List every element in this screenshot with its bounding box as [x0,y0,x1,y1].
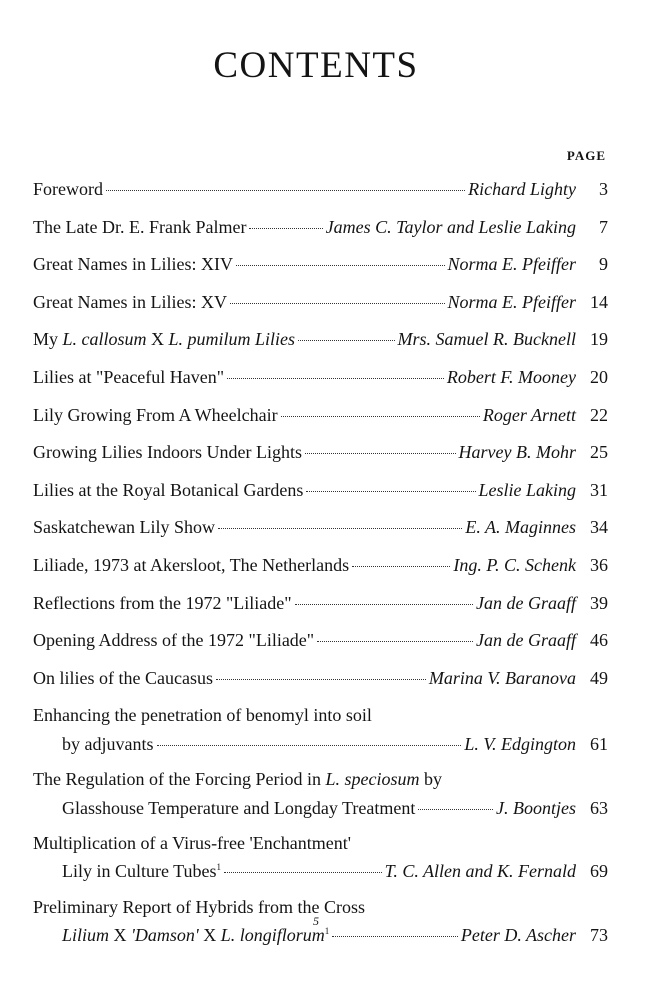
dot-leader [216,679,426,680]
entry-page: 36 [590,554,608,575]
dot-leader [157,745,462,746]
entry-title: Opening Address of the 1972 "Liliade" [33,630,315,651]
dot-leader [352,566,450,567]
entry-author: Roger Arnett [482,404,576,425]
entry-title: The Regulation of the Forcing Period in L. speciosum by [33,769,442,790]
entry-title: Lilies at the Royal Botanical Gardens [33,479,304,500]
page-column-label: PAGE [566,148,606,163]
dot-leader [218,528,462,529]
page-number: 5 [313,914,319,928]
entry-title: Preliminary Report of Hybrids from the Cross [33,896,365,917]
entry-author: Jan de Graaff [476,630,576,651]
toc-entry[interactable] [33,765,608,822]
dot-leader [106,190,465,191]
toc-entry[interactable] [33,438,608,466]
entry-title: Liliade, 1973 at Akersloot, The Netherlands [33,554,350,575]
entry-author: Peter D. Ascher [460,925,576,946]
entry-title-continued: Glasshouse Temperature and Longday Treatment [62,797,416,818]
dot-leader [224,872,382,873]
entry-title: My L. callosum X L. pumilum Lilies [33,329,296,350]
dot-leader [317,641,473,642]
entry-title: Saskatchewan Lily Show [33,517,215,538]
entry-author: Harvey B. Mohr [458,442,576,463]
entry-author: T. C. Allen and K. Fernald [384,861,576,882]
entry-page: 46 [590,630,608,651]
toc-entry[interactable] [33,589,608,617]
entry-author: Robert F. Mooney [446,366,576,387]
footnote-marker: 1 [324,926,330,937]
toc-entry[interactable] [33,325,608,353]
dot-leader [281,416,480,417]
entry-title-continued: Lily in Culture Tubes$^1$ [62,861,222,882]
toc-entry[interactable] [33,701,608,758]
entry-author: J. Boontjes [496,797,576,818]
dot-leader [332,936,458,937]
entry-author: Leslie Laking [478,479,576,500]
entry-title: Great Names in Lilies: XV [33,291,227,312]
entry-title: The Late Dr. E. Frank Palmer [33,216,247,237]
entry-author: E. A. Maginnes [465,517,576,538]
dot-leader [418,809,493,810]
entry-page: 9 [599,254,608,275]
toc-entry[interactable] [33,829,608,886]
entry-title: Lilies at "Peaceful Haven" [33,366,225,387]
toc-entry[interactable] [33,401,608,429]
dot-leader [298,340,394,341]
entry-title: Lily Growing From A Wheelchair [33,404,278,425]
toc-entry[interactable] [33,175,608,203]
entry-page: 22 [590,404,608,425]
entry-page: 34 [590,517,608,538]
footnote-marker: 1 [216,862,222,873]
toc-entry[interactable] [33,664,608,692]
entry-page: 14 [590,291,608,312]
entry-page: 69 [590,861,608,882]
entry-title: On lilies of the Caucasus [33,667,213,688]
dot-leader [236,265,445,266]
toc-entry[interactable] [33,626,608,654]
entry-page: 73 [590,925,608,946]
entry-title: Multiplication of a Virus-free 'Enchantment' [33,832,351,853]
entry-author: Jan de Graaff [476,592,576,613]
dot-leader [230,303,445,304]
entry-author: L. V. Edgington [464,733,576,754]
entry-page: 61 [590,733,608,754]
entry-page: 49 [590,667,608,688]
entry-author: Mrs. Samuel R. Bucknell [397,329,576,350]
entry-author: Norma E. Pfeiffer [447,291,576,312]
entry-title: Growing Lilies Indoors Under Lights [33,442,302,463]
dot-leader [227,378,444,379]
toc-entry[interactable] [33,250,608,278]
entry-title: Reflections from the 1972 "Liliade" [33,592,292,613]
toc-entry[interactable] [33,476,608,504]
toc-entry[interactable] [33,513,608,541]
toc-entry[interactable] [33,363,608,391]
page-title: CONTENTS [213,45,419,86]
entry-page: 7 [599,216,608,237]
toc-entry[interactable] [33,551,608,579]
entry-page: 63 [590,797,608,818]
dot-leader [305,453,456,454]
entry-page: 19 [590,329,608,350]
entry-title: Great Names in Lilies: XIV [33,254,233,275]
entry-title-continued: by adjuvants [62,733,154,754]
entry-page: 20 [590,366,608,387]
entry-author: Richard Lighty [468,179,576,199]
entry-title: Enhancing the penetration of benomyl into soil [33,705,372,726]
toc-entry[interactable] [33,213,608,241]
entry-page: 31 [590,479,608,500]
entry-title-continued: Lilium X 'Damson' X L. longiflorum$^1$ [62,925,330,946]
entry-title: Foreword [33,179,103,199]
entry-author: Ing. P. C. Schenk [453,554,576,575]
dot-leader [306,491,475,492]
dot-leader [295,604,473,605]
entry-page: 3 [599,179,608,199]
entry-author: Norma E. Pfeiffer [447,254,576,275]
entry-page: 25 [590,442,608,463]
entry-author: Marina V. Baranova [428,667,576,688]
entry-author: James C. Taylor and Leslie Laking [325,216,576,237]
contents-list [33,175,608,957]
dot-leader [249,228,322,229]
toc-entry[interactable] [33,288,608,316]
entry-page: 39 [590,592,608,613]
